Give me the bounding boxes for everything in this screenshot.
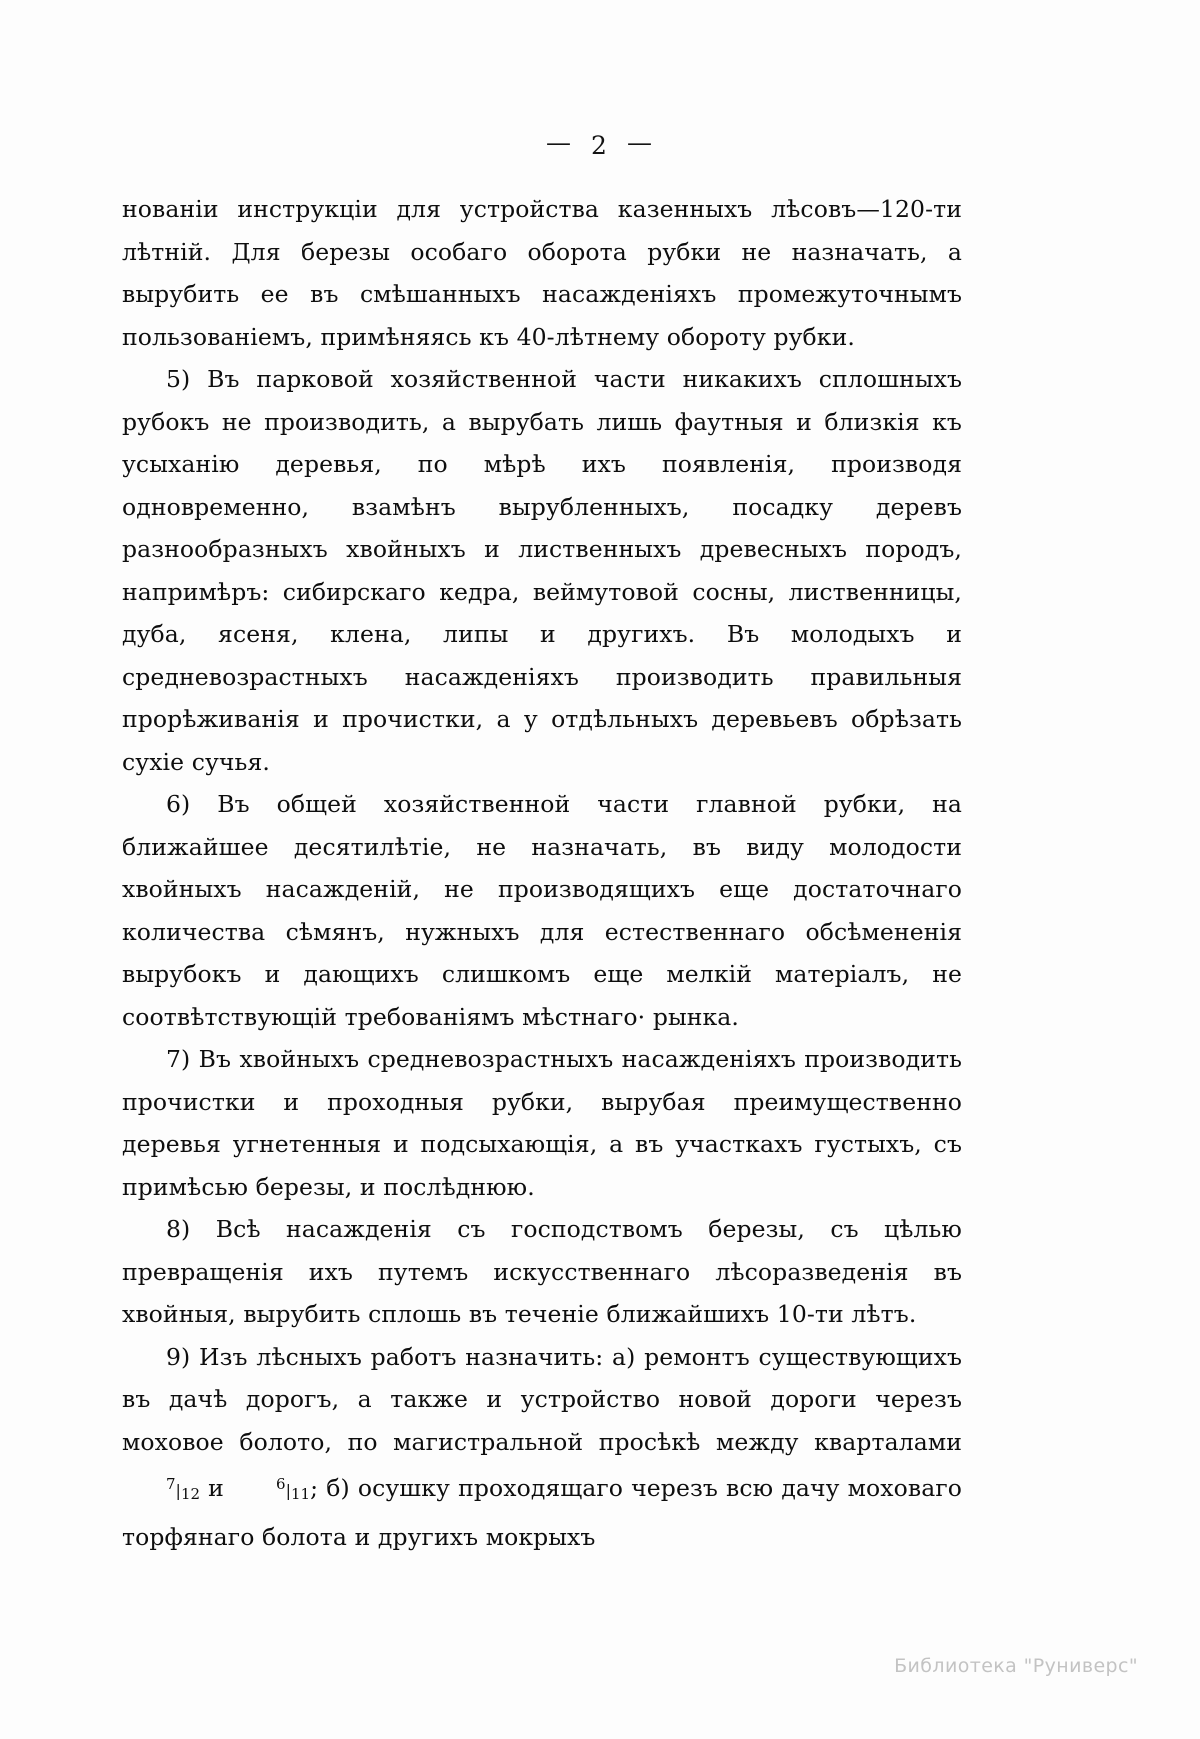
fraction-2-denominator: 11 (290, 1485, 311, 1503)
fraction-2-numerator: 6 (276, 1475, 286, 1493)
paragraph-item-8: 8) Всѣ насажденія съ господствомъ березы, съ цѣлью превращенія ихъ путемъ искусственнаго лѣсоразведенія въ хвойныя, вырубить сплошь въ теченіе ближайшихъ 10-ти лѣтъ. (122, 1215, 962, 1328)
library-watermark: Библиотека "Руниверс" (894, 1655, 1138, 1677)
page-header (0, 128, 1200, 160)
paragraph-item-9 (122, 1336, 962, 1559)
paragraph-item-5: 5) Въ парковой хозяйственной части никакихъ сплошныхъ рубокъ не производить, а вырубать лишь фаутныя и близкія къ усыханію деревья, по мѣрѣ ихъ появленія, производя одновременно, взамѣнъ вырубленныхъ, посадку деревъ разнообразныхъ хвойныхъ и лиственныхъ древесныхъ породъ, напримѣръ: сибирскаго кедра, веймутовой сосны, лиственницы, дуба, ясеня, клена, липы и другихъ. Въ молодыхъ и средневозрастныхъ насажденіяхъ производить правильныя прорѣживанія и прочистки, а у отдѣльныхъ деревьевъ обрѣзать сухіе сучья. (122, 365, 962, 776)
paragraph-item-9-part-1: 9) Изъ лѣсныхъ работъ назначить: а) ремонтъ существующихъ въ дачѣ дорогъ, а также и устройство новой дороги черезъ моховое болото, по магистральной просѣкѣ между кварталами (122, 1342, 962, 1456)
fraction-1-denominator: 12 (180, 1485, 201, 1503)
fraction-1-numerator: 7 (166, 1475, 176, 1493)
paragraph-item-6: 6) Въ общей хозяйственной части главной рубки, на ближайшее десятилѣтіе, не назначать, въ виду молодости хвойныхъ насажденій, не производящихъ еще достаточнаго количества сѣмянъ, нужныхъ для естественнаго обсѣмененія вырубокъ и дающихъ слишкомъ еще мелкій матеріалъ, не соотвѣтствующій требованіямъ мѣстнаго· рынка. (122, 790, 962, 1031)
dash-left-glyph: — (546, 128, 574, 157)
paragraph-continuation: нованіи инструкціи для устройства казенныхъ лѣсовъ—120-ти лѣтній. Для березы особаго оборота рубки не назначать, а вырубить ее въ смѣшанныхъ насажденіяхъ промежуточнымъ пользованіемъ, примѣняясь къ 40-лѣтнему обороту рубки. (122, 195, 962, 351)
body-text-column (122, 188, 962, 1558)
paragraph-item-9-part-3: ; б) осушку проходящаго черезъ всю дачу моховаго торфянаго болота и другихъ мокрыхъ (122, 1474, 963, 1551)
paragraph-item-9-part-2: и (200, 1474, 233, 1502)
page-number: 2 (591, 131, 609, 160)
quarter-fraction-2: $^6|_{11}$ (276, 1475, 311, 1503)
quarter-fraction-1: $^7|_{12}$ (166, 1475, 201, 1503)
paragraph-item-7: 7) Въ хвойныхъ средневозрастныхъ насажденіяхъ производить прочистки и проходныя рубки, вырубая преимущественно деревья угнетенныя и подсыхающія, а въ участкахъ густыхъ, съ примѣсью березы, и послѣднюю. (122, 1045, 962, 1201)
dash-right-glyph: — (626, 128, 654, 157)
